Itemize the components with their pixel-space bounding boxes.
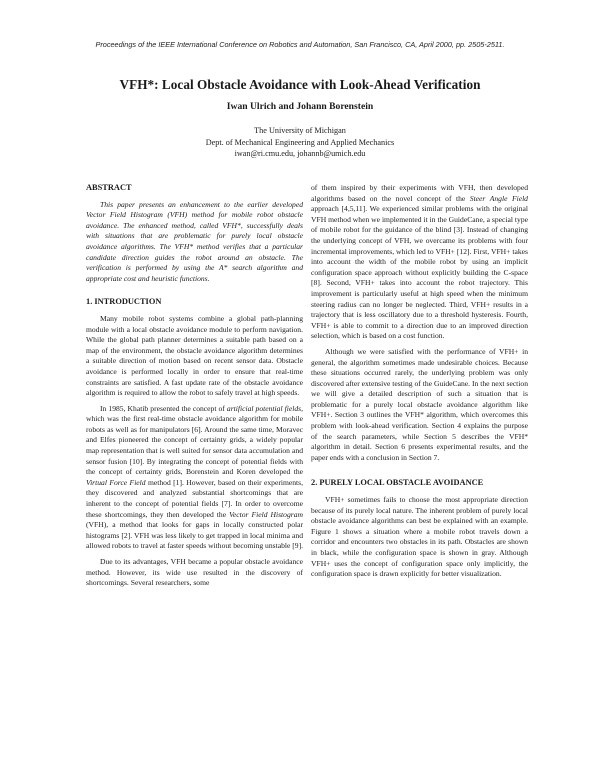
term-virtual-force-field: Virtual Force Field	[86, 477, 146, 487]
intro-paragraph-2: In 1985, Khatib presented the concept of artificial potential fields, which was the first real-time obstacle avoidance algorithm for mobile robots as well as for manipulators [6]. Around the same time, Moravec and Elfes pioneered the concept of certainty grids, a widely popular map representation that is well suited for sensor data accumulation and sensor fusion [10]. By integrating the concept of potential fields with the concept of certainty grids, Borenstein and Koren developed the Virtual Force Field method [1]. However, based on their experiments, they discovered and analyzed substantial shortcomings that are inherent to the concept of potential fields [7]. In order to overcome these shortcomings, they then developed the Vector Field Histogram (VFH), a method that looks for gaps in locally constructed polar histograms [2]. VFH was less likely to get trapped in local minima and allowed robots to travel at faster speeds without becoming unstable [9].	[86, 403, 304, 551]
term-potential-fields: artificial potential fields	[226, 403, 302, 413]
affiliation-department: Dept. of Mechanical Engineering and Applied Mechanics	[205, 138, 395, 147]
affiliation-emails: iwan@ri.cmu.edu, johannb@umich.edu	[234, 149, 366, 158]
intro-paragraph-1: Many mobile robot systems combine a global path-planning module with a local obstacle avoidance module to perform navigation. While the global path planner determines a suitable path based on a map of the environment, the obstacle avoidance algorithm determines a suitable direction of motion based on recent sensor data. Obstacle avoidance is performed locally in order to ensure that real-time constraints are satisfied. A fast update rate of the obstacle avoidance algorithm is required to allow the robot to safely travel at high speeds.	[86, 313, 303, 398]
paper-authors: Iwan Ulrich and Johann Borenstein	[226, 101, 374, 112]
left-column	[86, 183, 303, 594]
intro-paragraph-3: Due to its advantages, VFH became a popular obstacle avoidance method. However, its wide use resulted in the discovery of shortcomings. Several researchers, some	[86, 557, 303, 588]
right-column	[311, 183, 528, 585]
section-2-heading: 2. PURELY LOCAL OBSTACLE AVOIDANCE	[311, 478, 484, 488]
term-vector-field-histogram: Vector Field Histogram	[229, 509, 303, 519]
paper-title: VFH*: Local Obstacle Avoidance with Look-Ahead Verification	[119, 77, 481, 92]
section-2-paragraph-1: VFH+ sometimes fails to choose the most appropriate direction because of its purely local nature. The inherent problem of purely local obstacle avoidance algorithms can best be explained with an example. Figure 1 shows a situation where a mobile robot travels down a corridor and encounters two obstacles in its path. Obstacles are shown in black, while the configuration space is shown in gray. Although VFH+ uses the concept of configuration space only implicitly, the configuration space is drawn explicitly for better visualization.	[311, 495, 528, 579]
abstract-text: This paper presents an enhancement to the earlier developed Vector Field Histogram (VFH) method for mobile robot obstacle avoidance. The enhanced method, called VFH*, successfully deals with situations that are problematic for purely local obstacle avoidance algorithms. The VFH* method verifies that a particular candidate direction guides the robot around an obstacle. The verification is performed by using the A* search algorithm and appropriate cost and heuristic functions.	[86, 199, 303, 283]
term-steer-angle-field: Steer Angle Field	[469, 193, 528, 203]
proceedings-header: Proceedings of the IEEE International Conference on Robotics and Automation, San Francisco, CA, April 2000, pp. 2505-2511.	[95, 40, 505, 49]
intro-paragraph-4: Although we were satisfied with the performance of VFH+ in general, the algorithm sometimes made undesirable choices. Because these situations occurred rarely, the underlying problem was only discovered after extensive testing of the GuideCane. In the next section we will give a detailed description of such a situation that is problematic for a purely local obstacle avoidance algorithm like VFH+. Section 3 outlines the VFH* algorithm, which overcomes this problem with look-ahead verification. Section 4 explains the purpose of the search parameters, while Section 5 describes the VFH* algorithm in detail. Section 6 presents experimental results, and the paper ends with a conclusion in Section 7.	[311, 346, 528, 462]
intro-paragraph-3-continued: of them inspired by their experiments with VFH, then developed algorithms based on the novel concept of the Steer Angle Field approach [4,5,11]. We experienced similar problems with the original VFH method when we implemented it in the GuideCane, a special type of mobile robot for the guidance of the blind [3]. Instead of changing the underlying concept of VFH, we overcame its problems with four incremental improvements, which led to VFH+ [12]. First, VFH+ takes into account the width of the mobile robot by using an implicit configuration space approach without explicitly building the C-space [8]. Second, VFH+ takes into account the robot trajectory. This improvement is particularly useful at high speed when the minimum steering radius can no longer be neglected. Third, VFH+ results in a trajectory that is less oscillatory due to a threshold hysteresis. Fourth, VFH+ is able to commit to a direction due to an improved direction selection, which is based on a cost function.	[311, 183, 528, 341]
introduction-heading: 1. INTRODUCTION	[86, 297, 162, 307]
abstract-heading: ABSTRACT	[86, 183, 132, 192]
affiliation-university: The University of Michigan	[254, 126, 346, 135]
